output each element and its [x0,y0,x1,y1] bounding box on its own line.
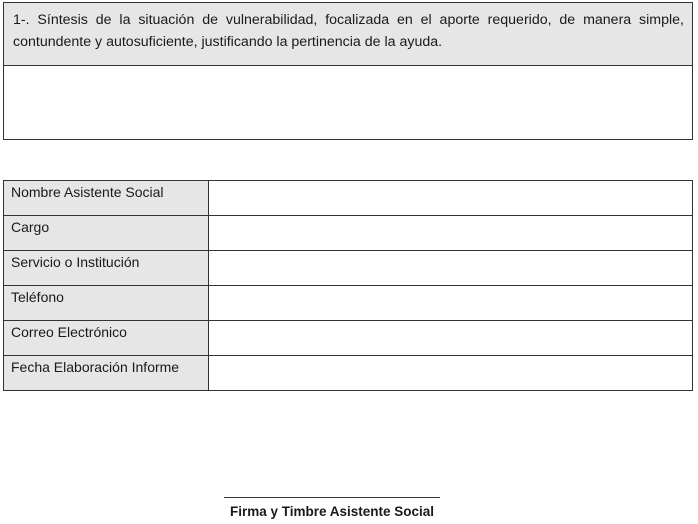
email-label: Correo Electrónico [4,321,209,356]
table-row [4,251,693,286]
signature-caption: Firma y Timbre Asistente Social [229,504,435,519]
table-row [4,286,693,321]
report-date-label: Fecha Elaboración Informe [4,356,209,391]
table-row [4,181,693,216]
vulnerability-section [3,2,693,140]
social-worker-info-table [3,180,693,391]
phone-label: Teléfono [4,286,209,321]
institution-field[interactable] [209,251,693,286]
vulnerability-prompt: 1-. Síntesis de la situación de vulnerabilidad, focalizada en el aporte requerido, de manera simple, contundente y autosuficiente, justificando la pertinencia de la ayuda. [4,3,692,66]
table-row [4,356,693,391]
phone-field[interactable] [209,286,693,321]
position-label: Cargo [4,216,209,251]
table-row [4,216,693,251]
name-label: Nombre Asistente Social [4,181,209,216]
report-date-field[interactable] [209,356,693,391]
email-field[interactable] [209,321,693,356]
vulnerability-answer-field[interactable] [4,66,692,139]
position-field[interactable] [209,216,693,251]
table-row [4,321,693,356]
name-field[interactable] [209,181,693,216]
signature-line [224,497,440,498]
institution-label: Servicio o Institución [4,251,209,286]
